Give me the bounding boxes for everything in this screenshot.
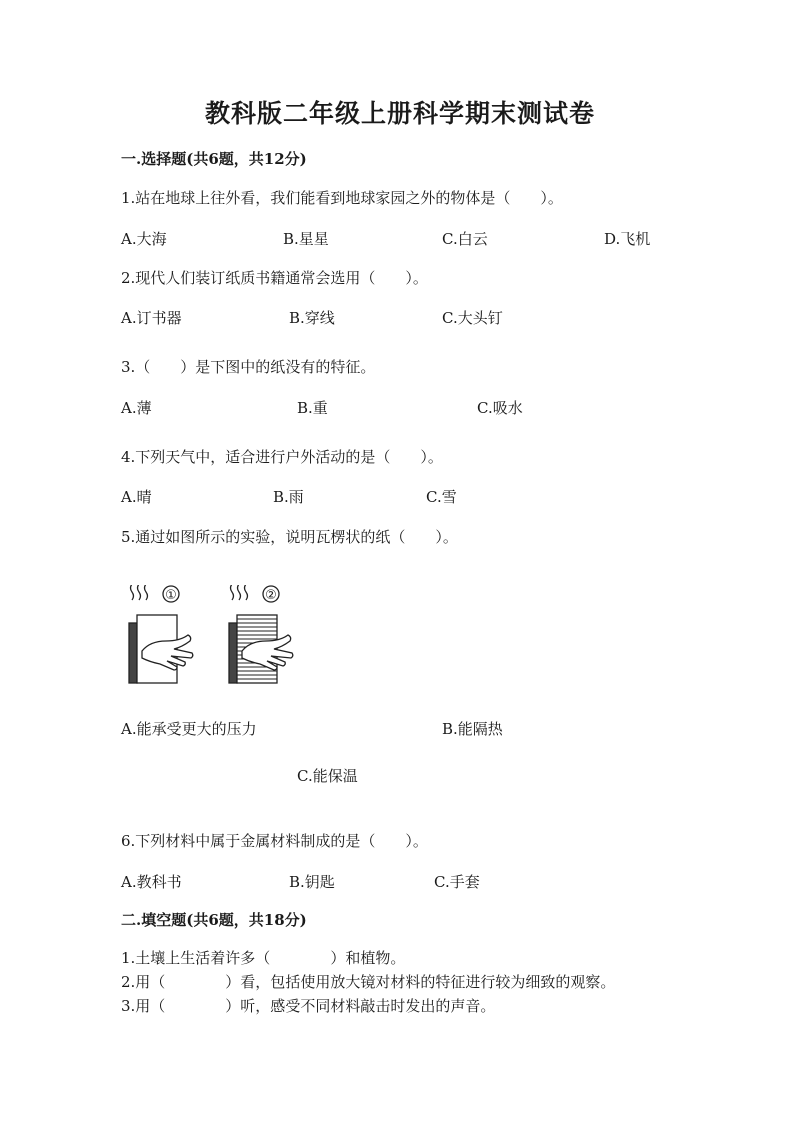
option-4c: C.雪: [426, 488, 457, 506]
question-5: 5.通过如图所示的实验，说明瓦楞状的纸（ ）。: [121, 528, 458, 546]
option-1b: B.星星: [283, 230, 329, 248]
option-6b: B.钥匙: [289, 873, 335, 891]
question-2: 2.现代人们装订纸质书籍通常会选用（ ）。: [121, 269, 428, 287]
option-5a: A.能承受更大的压力: [121, 720, 257, 738]
fill-question-2: 2.用（ ）看，包括使用放大镜对材料的特征进行较为细致的观察。: [121, 973, 616, 991]
option-1d: D.飞机: [604, 230, 651, 248]
option-2c: C.大头钉: [442, 309, 503, 327]
question-1: 1.站在地球上往外看，我们能看到地球家园之外的物体是（ ）。: [121, 189, 563, 207]
option-2a: A.订书器: [121, 309, 182, 327]
option-3a: A.薄: [121, 399, 152, 417]
figure-label-2: ②: [265, 588, 277, 603]
hand-on-paper-illustration: [126, 585, 306, 690]
section-heading-choice: 一.选择题(共6题，共12分): [121, 150, 307, 168]
fill-question-3: 3.用（ ）听，感受不同材料敲击时发出的声音。: [121, 997, 496, 1015]
page-title: 教科版二年级上册科学期末测试卷: [204, 99, 595, 128]
option-6c: C.手套: [434, 873, 480, 891]
option-4a: A.晴: [121, 488, 152, 506]
option-4b: B.雨: [273, 488, 304, 506]
question-6: 6.下列材料中属于金属材料制成的是（ ）。: [121, 832, 428, 850]
option-2b: B.穿线: [289, 309, 335, 327]
experiment-figure: [126, 585, 306, 690]
option-5b: B.能隔热: [442, 720, 503, 738]
option-5c: C.能保温: [297, 767, 358, 785]
fill-question-1: 1.土壤上生活着许多（ ）和植物。: [121, 949, 406, 967]
option-1a: A.大海: [121, 230, 167, 248]
question-3: 3.（ ）是下图中的纸没有的特征。: [121, 358, 376, 376]
option-3b: B.重: [297, 399, 328, 417]
option-1c: C.白云: [442, 230, 488, 248]
figure-1-flat-paper: [129, 585, 193, 683]
question-4: 4.下列天气中，适合进行户外活动的是（ ）。: [121, 448, 443, 466]
section-heading-fill: 二.填空题(共6题，共18分): [121, 911, 307, 929]
figure-label-1: ①: [165, 588, 177, 603]
figure-2-corrugated-paper: [229, 585, 293, 683]
option-3c: C.吸水: [477, 399, 523, 417]
option-6a: A.教科书: [121, 873, 182, 891]
